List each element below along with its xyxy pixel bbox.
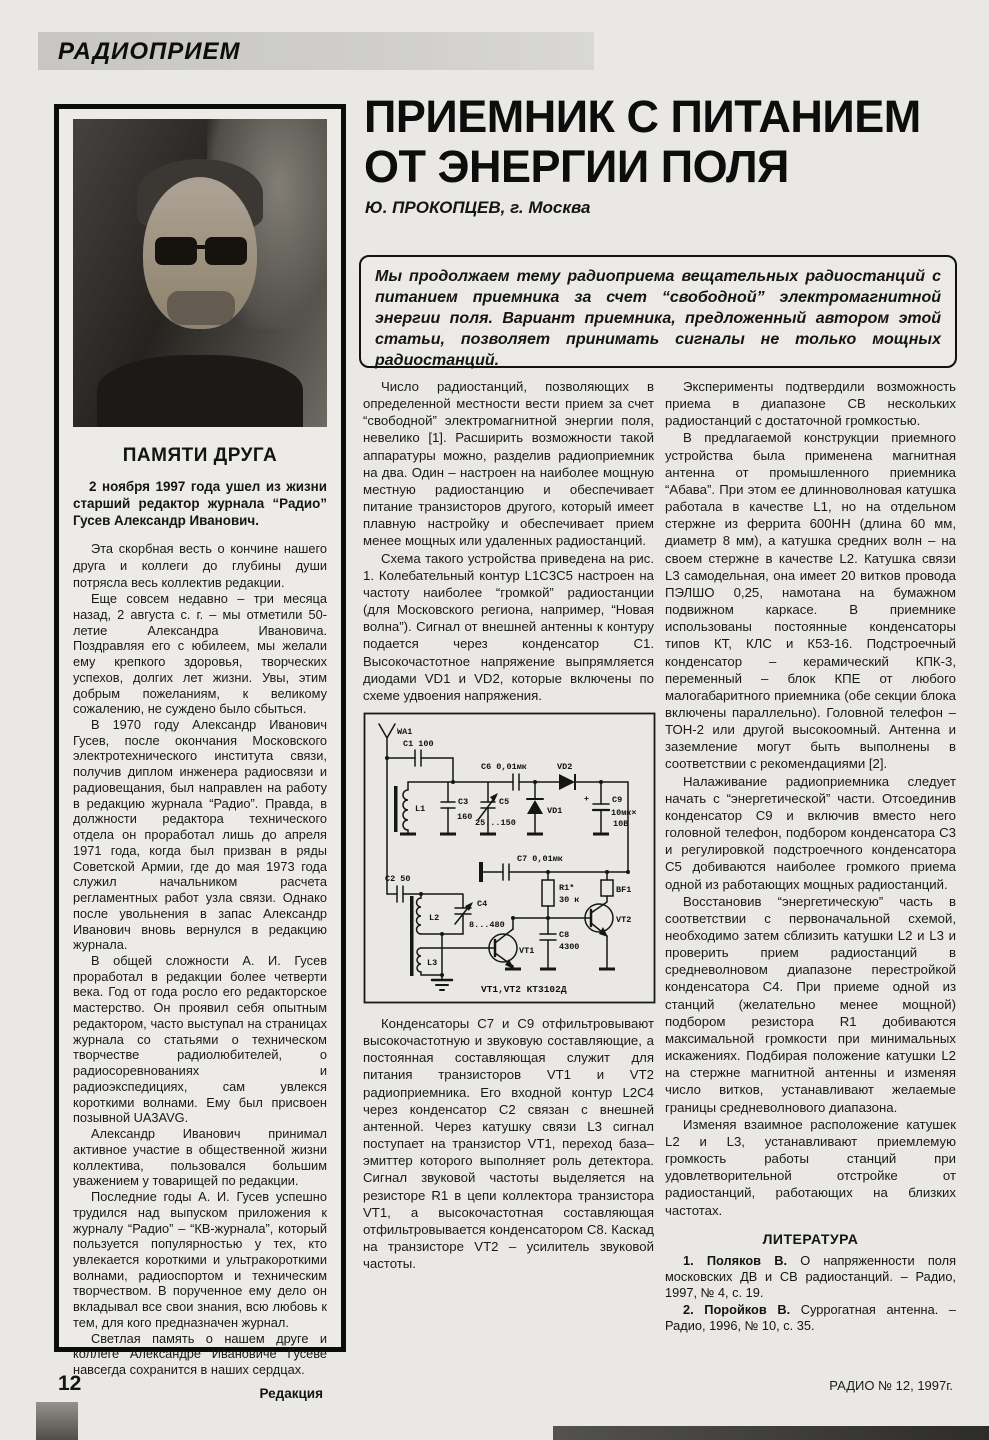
article-lead: Мы продолжаем тему радиоприема вещательных радиостанций с питанием приемника за счет “свободной” электромагнитной энергии поля. Вариант приемника, предложенный автором этой статьи, позволяет принимать сигналы не только мощных радиостанций. [375, 268, 941, 370]
portrait-photo [73, 119, 327, 427]
obituary-paragraph: Светлая память о нашем друге и коллеге Александре Ивановиче Гусеве навсегда сохранится в наших сердцах. [73, 1330, 327, 1378]
coil-l1 [403, 782, 408, 834]
body-paragraph: Налаживание радиоприемника следует начать с “энергетической” части. Отсоединив конденсатор C9 и включив вместо него головной телефон, подбором конденсатора C3 и регулировкой подстроечного конденсатора C5 добиваются наиболее громкого приема одной из работающих мощных радиостанций. [665, 773, 956, 892]
body-paragraph: Конденсаторы C7 и C9 отфильтровывают высокочастотную и звуковую составляющие, а постоянная составляющая служит для питания транзисторов VT1 и VT2 радиоприемника. Его входной контур L2C4 через конденсатор C2 связан с внешней антенной. Через катушку связи L3 сигнал поступает на транзистор VT1, переход база–эмиттер которого выполняет роль детектора. Сигнал звуковой частоты выделяется на резисторе R1 в цепи коллектора транзистора VT1, а высокочастотная составляющая отфильтровывается конденсатором C8. Каскад на транзисторе VT2 – усилитель звуковой частоты. [363, 1015, 654, 1272]
schematic-label-c2: C2 50 [385, 873, 411, 884]
obituary-paragraph: Александр Иванович принимал активное участие в общественной жизни коллектива, пользовался большим уважением у товарищей по редакции. [73, 1126, 327, 1189]
column-right [665, 378, 956, 1335]
photo-glasses-right [205, 237, 247, 265]
section-header-strip [38, 32, 594, 70]
article-title-line2: ОТ ЭНЕРГИИ ПОЛЯ [364, 140, 789, 192]
schematic-label-vt1: VT1 [519, 945, 535, 956]
schematic-label-l2: L2 [429, 912, 440, 923]
circuit-schematic [363, 712, 656, 1004]
obituary-lead: 2 ноября 1997 года ушел из жизни старший редактор журнала “Радио” Гусев Александр Иванович. [73, 479, 327, 528]
diode-vd2 [559, 774, 575, 790]
body-paragraph: Изменяя взаимное расположение катушек L2 и L3, устанавливают приемлемую громкость работы станций при удовлетворительной отстройке от радиостанций, работающих на близких частотах. [665, 1116, 956, 1218]
obituary-paragraph: Еще совсем недавно – три месяца назад, 2 августа с. г. – мы отметили 50-летие Александра Ивановича. Поздравляя его с юбилеем, мы желали ему крепкого здоровья, творческих успехов, долгих лет жизни. Увы, этим добрым пожеланиям, к великому сожалению, не суждено было сбыться. [73, 591, 327, 717]
schematic-label-c7: C7 0,01мк [517, 853, 563, 864]
article-title [364, 92, 964, 191]
section-header: РАДИОПРИЕМ [58, 38, 241, 65]
diode-vd1 [527, 800, 543, 814]
obituary-paragraph: Последние годы А. И. Гусев успешно трудился над выпуском приложения к журналу “Радио” – “КВ-журнала”, который пользуется популярностью у тех, кто увлекается короткими и ультракороткими волнами, радиоспортом и техническим творчеством. В порученное ему дело он вкладывал все свои знания, всю любовь к тем, для кого предназначен журнал. [73, 1189, 327, 1330]
schematic-figure [363, 712, 654, 1009]
schematic-label-c8v: 4300 [559, 941, 580, 952]
literature-item [665, 1253, 956, 1302]
obituary-paragraph: В общей сложности А. И. Гусев проработал в редакции более четверти века. Год от года росло его редакторское мастерство. Он проявил себя опытным редактором, часто выступал на страницах журнала со статьями о техническом творчестве радиолюбителей, о радиосоревнованиях и радиоэкспедициях, сам увлекся короткими волнами. Ему был присвоен позывной UA3AVG. [73, 953, 327, 1126]
schematic-label-c9v2: 10В [613, 818, 629, 829]
schematic-label-c4v: 8...480 [469, 919, 505, 930]
coil-l2 [417, 894, 422, 934]
antenna-symbol [379, 724, 395, 894]
literature-item-text: О напряженности поля московских ДВ и СВ радиостанций. – Радио, 1997, № 4, с. 19. [665, 1252, 957, 1301]
photo-glasses-left [155, 237, 197, 265]
literature-heading: ЛИТЕРАТУРА [762, 1230, 859, 1247]
schematic-label-vd2: VD2 [557, 761, 573, 772]
schematic-label-c3v: 160 [457, 811, 473, 822]
body-paragraph: Число радиостанций, позволяющих в определенной местности вести прием за счет “свободной” электромагнитной энергии поля, невелико [1]. Расширить возможности такой аппаратуры можно, разделив радиоприемник на два. Один – настроен на наиболее мощную местную радиостанцию и обеспечивает питание транзисторов другого, который имеет плавную настройку и обеспечивает прием менее мощных или удаленных радиостанций. [363, 379, 654, 549]
body-paragraph: Схема такого устройства приведена на рис. 1. Колебательный контур L1C3C5 настроен на частоту наиболее “громкой” радиостанции (для Московского региона, например, “Новая волна”). Сигнал от внешней антенны к контуру подается через конденсатор C1. Высокочастотное напряжение выпрямляется диодами VD1 и VD2, которые включены по схеме удвоения напряжения. [363, 550, 654, 703]
schematic-label-c5v: 25...150 [475, 817, 516, 828]
photo-beard [167, 291, 235, 325]
schematic-label-c5: C5 [499, 796, 510, 807]
schematic-label-wa1: WA1 [397, 726, 413, 737]
article-author: Ю. ПРОКОПЦЕВ, г. Москва [365, 198, 591, 217]
photo-shoulders [97, 355, 303, 427]
bottom-bar [553, 1426, 989, 1440]
corner-mark [36, 1402, 78, 1440]
body-paragraph: Восстановив “энергетическую” часть в соответствии с первоначальной схемой, необходимо затем сблизить катушки L2 и L3 и проверить прием радиостанций в средневолновом диапазоне перестройкой конденсатора C4. При приеме одной из станций (желательно менее мощной) подбором резистора R1 добиваются максимальной громкости при минимальных искажениях. Подбирая положение катушки L2 на стержне магнитной антенны и изменяя число витков, устанавливают желаемые границы средневолнового диапазона. [665, 893, 956, 1115]
column-middle [363, 378, 654, 1272]
literature-item [665, 1302, 956, 1335]
schematic-label-c9: C9 [612, 794, 623, 805]
schematic-label-l3: L3 [427, 957, 438, 968]
schematic-label-c4: C4 [477, 898, 488, 909]
obituary-signature: Редакция [259, 1385, 323, 1401]
schematic-label-plus: + [583, 793, 589, 804]
schematic-label-r1: R1* [559, 882, 575, 893]
obituary-heading: ПАМЯТИ ДРУГА [122, 445, 278, 466]
literature-item-author: 2. Поройков В. [683, 1301, 791, 1317]
body-paragraph: В предлагаемой конструкции приемного устройства была применена магнитная антенна от промышленного приемника “Абава”. При этом ее длинноволновая катушка работала в качестве L1, но на отдельном стержне из феррита 600НН (длина 60 мм, диаметр 8 мм), а катушка средних волн – на своем стержне в качестве L2. Катушка связи L3 самодельная, она имеет 20 витков провода ПЭЛШО 0,25, намотана на бумажном подвижном каркасе. В приемнике использованы постоянные конденсаторы типов КТ, КЛС и К53-16. Подстроечный конденсатор – керамический КПК-3, переменный – блок КПЕ от любого малогабаритного приемника (обе секции блока включены параллельно). Головной телефон – ТОН-2 или другой высокоомный. Антенна и заземление могут быть выполнены в соответствии с рекомендациями [2]. [665, 430, 956, 772]
schematic-label-c1: C1 100 [403, 738, 434, 749]
obituary-paragraph: В 1970 году Александр Иванович Гусев, после окончания Московского электротехнического института связи, получив диплом инженера радиосвязи и радиовещания, был направлен на работу в редакцию журнала “Радио”. Правда, в должности редактора технического отдела он проработал лишь до апреля 1971 года, когда был призван в ряды Советской Армии, где до мая 1973 года служил начальником расчета регламентных работ узла связи. Однако после увольнения в запас Александр Иванович вновь вернулся в редакцию журнала. [73, 717, 327, 953]
schematic-label-c6: C6 0,01мк [481, 761, 527, 772]
schematic-label-r1v: 30 к [559, 894, 580, 905]
journal-footer: РАДИО № 12, 1997г. [829, 1378, 953, 1393]
schematic-label-l1: L1 [415, 803, 426, 814]
photo-glasses-bridge [193, 245, 209, 249]
schematic-label-c8: C8 [559, 929, 570, 940]
schematic-caption: VT1,VT2 КТ3102Д [481, 983, 567, 995]
page-number: 12 [58, 1372, 82, 1395]
schematic-label-bf1: BF1 [616, 884, 632, 895]
article-lead-box [359, 255, 957, 368]
schematic-label-vd1: VD1 [547, 805, 563, 816]
ferrite-core-l1 [394, 786, 398, 832]
literature-item-text: Суррогатная антенна. – Радио, 1996, № 10, с. 35. [665, 1301, 957, 1334]
schematic-label-c9v1: 10мк× [611, 807, 637, 818]
body-paragraph: Эксперименты подтвердили возможность приема в диапазоне СВ нескольких радиостанций с достаточной громкостью. [665, 379, 956, 429]
article-title-line1: ПРИЕМНИК С ПИТАНИЕМ [364, 91, 921, 142]
schematic-label-vt2: VT2 [616, 914, 632, 925]
ferrite-core-l2l3 [410, 896, 414, 976]
schematic-label-c3: C3 [458, 796, 469, 807]
obituary-paragraph: Эта скорбная весть о кончине нашего друга и коллеги до глубины души потрясла весь коллектив редакции. [73, 541, 327, 590]
literature-item-author: 1. Поляков В. [683, 1252, 788, 1268]
